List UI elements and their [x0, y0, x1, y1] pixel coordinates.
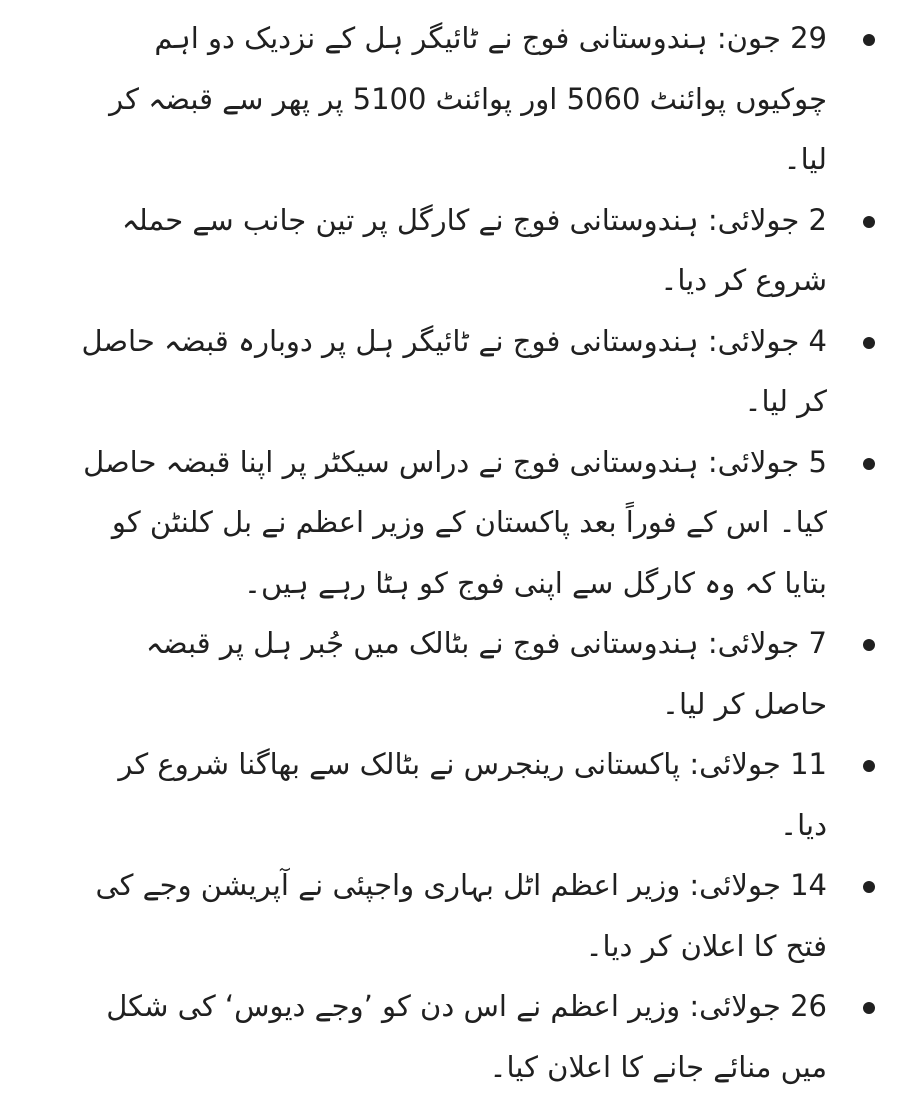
list-item: [75, 734, 875, 855]
bullet-icon: [863, 639, 875, 651]
list-item-text: 4 جولائی: ہندوستانی فوج نے ٹائیگر ہل پر دوبارہ قبضہ حاصل کر لیا۔: [81, 323, 827, 418]
list-item: [75, 311, 875, 432]
list-item: [75, 432, 875, 614]
bullet-icon: [863, 337, 875, 349]
bullet-icon: [863, 760, 875, 772]
bullet-icon: [863, 881, 875, 893]
cut-off-previous-line: [512, 0, 812, 6]
list-item: [75, 976, 875, 1097]
list-item-text: 7 جولائی: ہندوستانی فوج نے بٹالک میں جُبر ہل پر قبضہ حاصل کر لیا۔: [145, 626, 827, 721]
list-item: [75, 613, 875, 734]
list-item-text: 11 جولائی: پاکستانی رینجرس نے بٹالک سے بھاگنا شروع کر دیا۔: [118, 747, 827, 842]
list-item: [75, 190, 875, 311]
list-item: [75, 855, 875, 976]
list-item: [75, 8, 875, 190]
list-item-text: 14 جولائی: وزیر اعظم اٹل بہاری واجپئی نے آپریشن وجے کی فتح کا اعلان کر دیا۔: [95, 868, 827, 963]
bullet-icon: [863, 216, 875, 228]
bullet-icon: [863, 34, 875, 46]
list-item-text: 5 جولائی: ہندوستانی فوج نے دراس سیکٹر پر اپنا قبضہ حاصل کیا۔ اس کے فوراً بعد پاکستان کے وزیر اعظم نے بل کلنٹن کو بتایا کہ وہ کارگل سے اپنی فوج کو ہٹا رہے ہیں۔: [83, 444, 827, 600]
bullet-icon: [863, 1002, 875, 1014]
list-item-text: 26 جولائی: وزیر اعظم نے اس دن کو ’وجے دیوس‘ کی شکل میں منائے جانے کا اعلان کیا۔: [106, 989, 827, 1084]
list-item-text: 2 جولائی: ہندوستانی فوج نے کارگل پر تین جانب سے حملہ شروع کر دیا۔: [121, 202, 827, 297]
bullet-icon: [863, 458, 875, 470]
list-item-text: 29 جون: ہندوستانی فوج نے ٹائیگر ہل کے نزدیک دو اہم چوکیوں پوائنٹ 5060 اور پوائنٹ 5100 پر پھر سے قبضہ کر لیا۔: [109, 21, 827, 176]
timeline-list: [75, 8, 875, 1097]
